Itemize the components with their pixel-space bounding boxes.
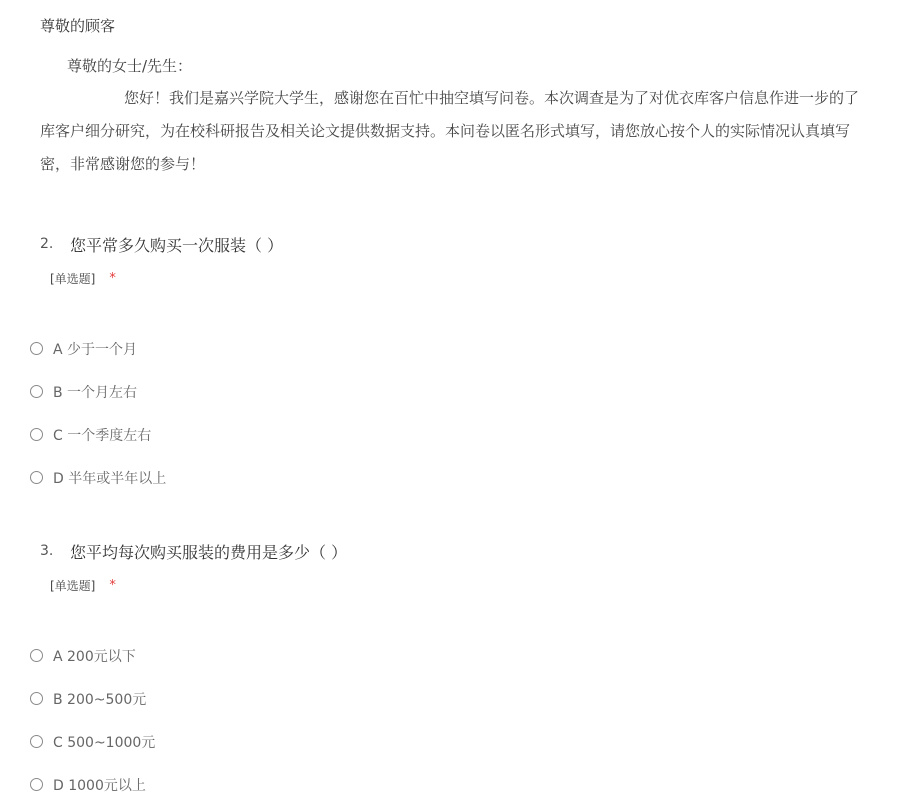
option-label: D 1000元以上	[53, 777, 146, 794]
option-label: C 500~1000元	[53, 734, 156, 751]
question-number: 3.	[40, 543, 54, 559]
question-2-options	[30, 327, 630, 499]
question-text: 您平均每次购买服装的费用是多少（ ）	[70, 542, 348, 562]
radio-icon[interactable]	[30, 428, 43, 441]
required-icon: *	[109, 270, 116, 286]
option-2c[interactable]	[30, 413, 630, 456]
radio-icon[interactable]	[30, 778, 43, 791]
intro-line-3: 密，非常感谢您的参与！	[40, 155, 206, 173]
option-3c[interactable]	[30, 720, 630, 763]
question-title	[40, 539, 900, 563]
page-title: 尊敬的顾客	[40, 17, 116, 35]
question-3	[40, 539, 900, 595]
required-icon: *	[109, 577, 116, 593]
intro-section	[40, 50, 900, 181]
question-number: 2.	[40, 236, 54, 252]
option-2b[interactable]	[30, 370, 630, 413]
radio-icon[interactable]	[30, 692, 43, 705]
option-label: B 一个月左右	[53, 384, 138, 401]
question-text: 您平常多久购买一次服装（ ）	[70, 235, 284, 255]
option-label: A 少于一个月	[53, 341, 138, 358]
radio-icon[interactable]	[30, 735, 43, 748]
option-label: D 半年或半年以上	[53, 470, 167, 487]
question-3-options	[30, 634, 630, 800]
option-3d[interactable]	[30, 763, 630, 800]
intro-salutation: 尊敬的女士/先生：	[67, 57, 193, 75]
radio-icon[interactable]	[30, 342, 43, 355]
question-meta	[50, 268, 900, 288]
option-label: C 一个季度左右	[53, 427, 152, 444]
radio-icon[interactable]	[30, 471, 43, 484]
intro-line-1: 您好！我们是嘉兴学院大学生，感谢您在百忙中抽空填写问卷。本次调查是为了对优衣库客户信息作进一步的了	[124, 89, 860, 107]
radio-icon[interactable]	[30, 385, 43, 398]
option-2d[interactable]	[30, 456, 630, 499]
option-2a[interactable]	[30, 327, 630, 370]
question-meta	[50, 575, 900, 595]
question-type-label: [单选题]	[50, 578, 96, 593]
option-label: A 200元以下	[53, 648, 136, 665]
option-3a[interactable]	[30, 634, 630, 677]
option-3b[interactable]	[30, 677, 630, 720]
question-2	[40, 232, 900, 288]
intro-line-2: 库客户细分研究，为在校科研报告及相关论文提供数据支持。本问卷以匿名形式填写，请您放心按个人的实际情况认真填写	[40, 122, 851, 140]
radio-icon[interactable]	[30, 649, 43, 662]
question-title	[40, 232, 900, 256]
option-label: B 200~500元	[53, 691, 147, 708]
question-type-label: [单选题]	[50, 271, 96, 286]
